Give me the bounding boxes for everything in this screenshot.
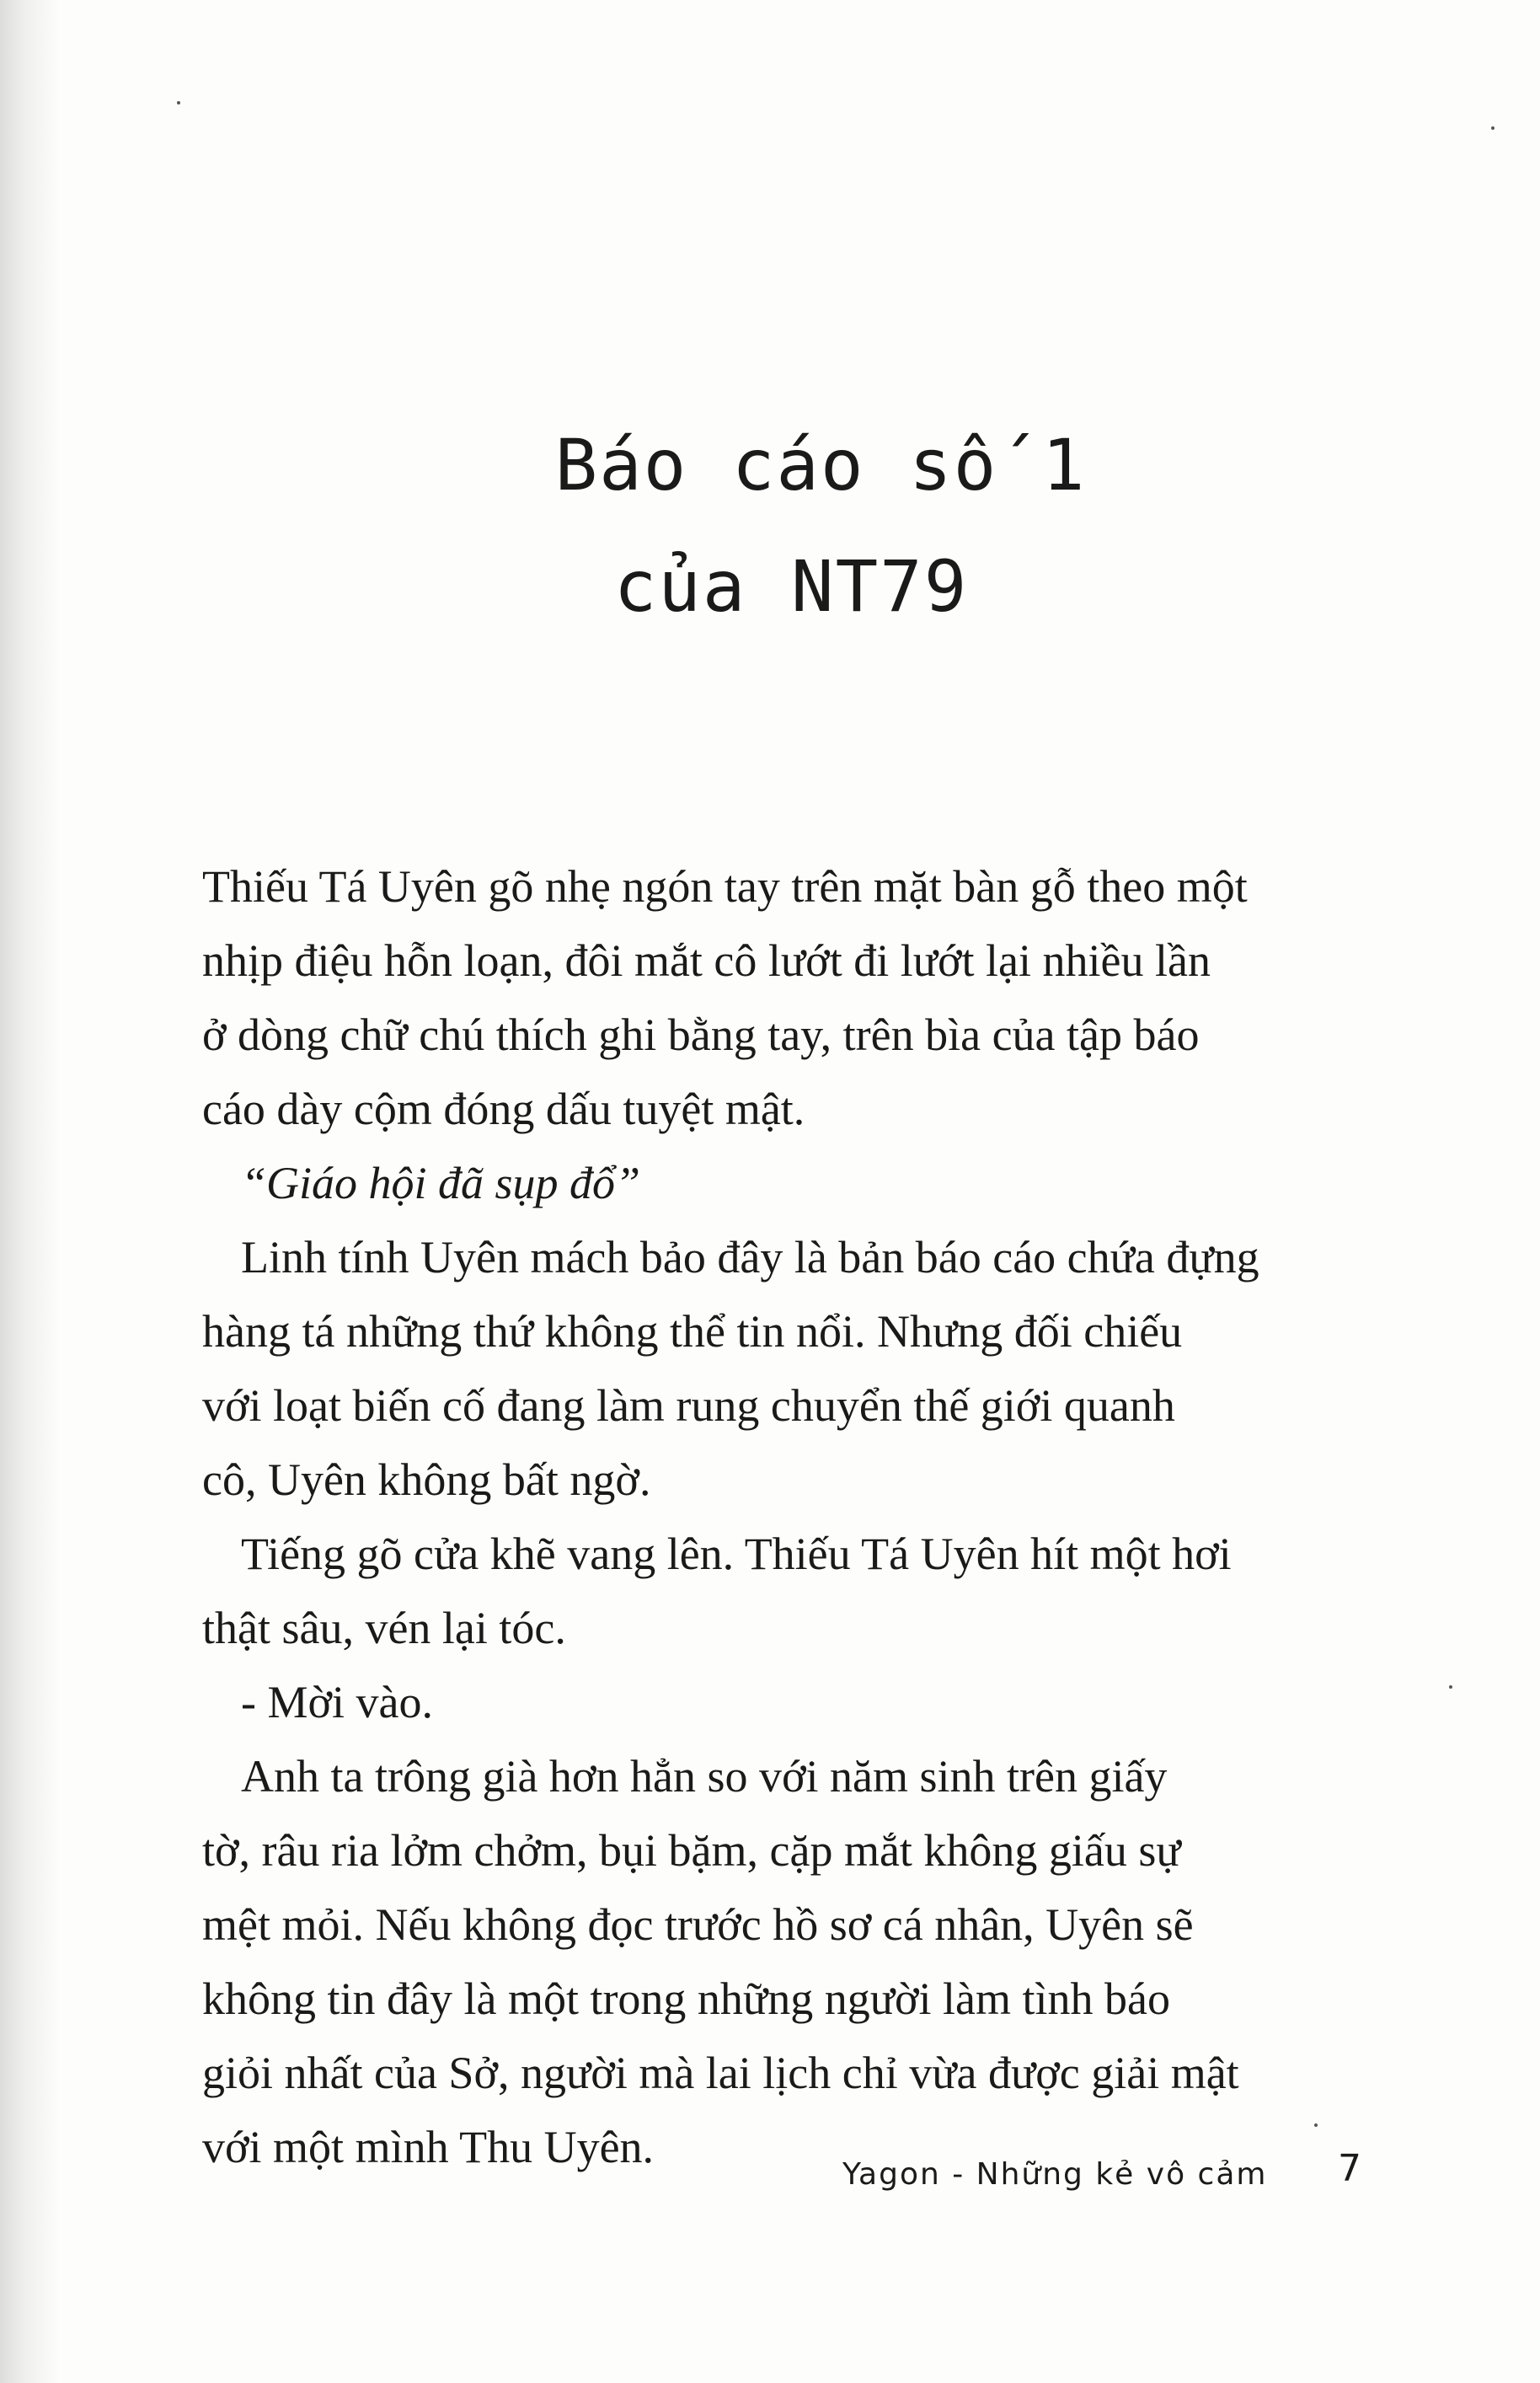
text-line: Tiếng gõ cửa khẽ vang lên. Thiếu Tá Uyên hít một hơi [241, 1529, 1232, 1579]
scan-speck [177, 101, 180, 104]
chapter-title [0, 404, 1540, 647]
text-line: ở dòng chữ chú thích ghi bằng tay, trên bìa của tập báo [202, 1009, 1200, 1060]
paragraph-4 [202, 1517, 1365, 1665]
text-line: hàng tá những thứ không thể tin nổi. Nhưng đối chiếu [202, 1306, 1183, 1357]
paragraph-5-dialogue [202, 1665, 1365, 1739]
text-line: cáo dày cộm đóng dấu tuyệt mật. [202, 1084, 805, 1134]
text-line: nhịp điệu hỗn loạn, đôi mắt cô lướt đi lướt lại nhiều lần [202, 935, 1211, 986]
page-number: 7 [1338, 2147, 1361, 2190]
chapter-title-line-1: Báo cáo số 1 [554, 424, 1087, 506]
text-line: mệt mỏi. Nếu không đọc trước hồ sơ cá nhân, Uyên sẽ [202, 1899, 1194, 1950]
text-line: tờ, râu ria lởm chởm, bụi bặm, cặp mắt không giấu sự [202, 1825, 1181, 1876]
text-line: với loạt biến cố đang làm rung chuyển thế giới quanh [202, 1380, 1175, 1431]
chapter-title-line-2: của NT79 [613, 545, 969, 628]
paragraph-1 [202, 849, 1365, 1146]
scan-speck [1491, 126, 1495, 130]
text-line: “Giáo hội đã sụp đổ” [241, 1158, 641, 1208]
text-line: cô, Uyên không bất ngờ. [202, 1454, 651, 1505]
scan-speck [1449, 1685, 1452, 1689]
running-footer: Yagon - Những kẻ vô cảm [842, 2157, 1268, 2192]
text-line: thật sâu, vén lại tóc. [202, 1603, 566, 1653]
text-line: Thiếu Tá Uyên gõ nhẹ ngón tay trên mặt bàn gỗ theo một [202, 861, 1248, 912]
body-text [202, 849, 1365, 2184]
text-line: Linh tính Uyên mách bảo đây là bản báo cáo chứa đựng [241, 1232, 1259, 1283]
text-line: Anh ta trông già hơn hẳn so với năm sinh trên giấy [241, 1751, 1168, 1802]
text-line: với một mình Thu Uyên. [202, 2122, 655, 2172]
paragraph-6 [202, 1739, 1365, 2184]
page-gutter-shadow [0, 0, 59, 2383]
scan-speck [1314, 2123, 1318, 2127]
text-line: - Mời vào. [241, 1677, 434, 1727]
text-line: giỏi nhất của Sở, người mà lai lịch chỉ vừa được giải mật [202, 2048, 1239, 2098]
paragraph-3 [202, 1220, 1365, 1517]
paragraph-2-quote [202, 1146, 1365, 1220]
text-line: không tin đây là một trong những người làm tình báo [202, 1973, 1170, 2024]
